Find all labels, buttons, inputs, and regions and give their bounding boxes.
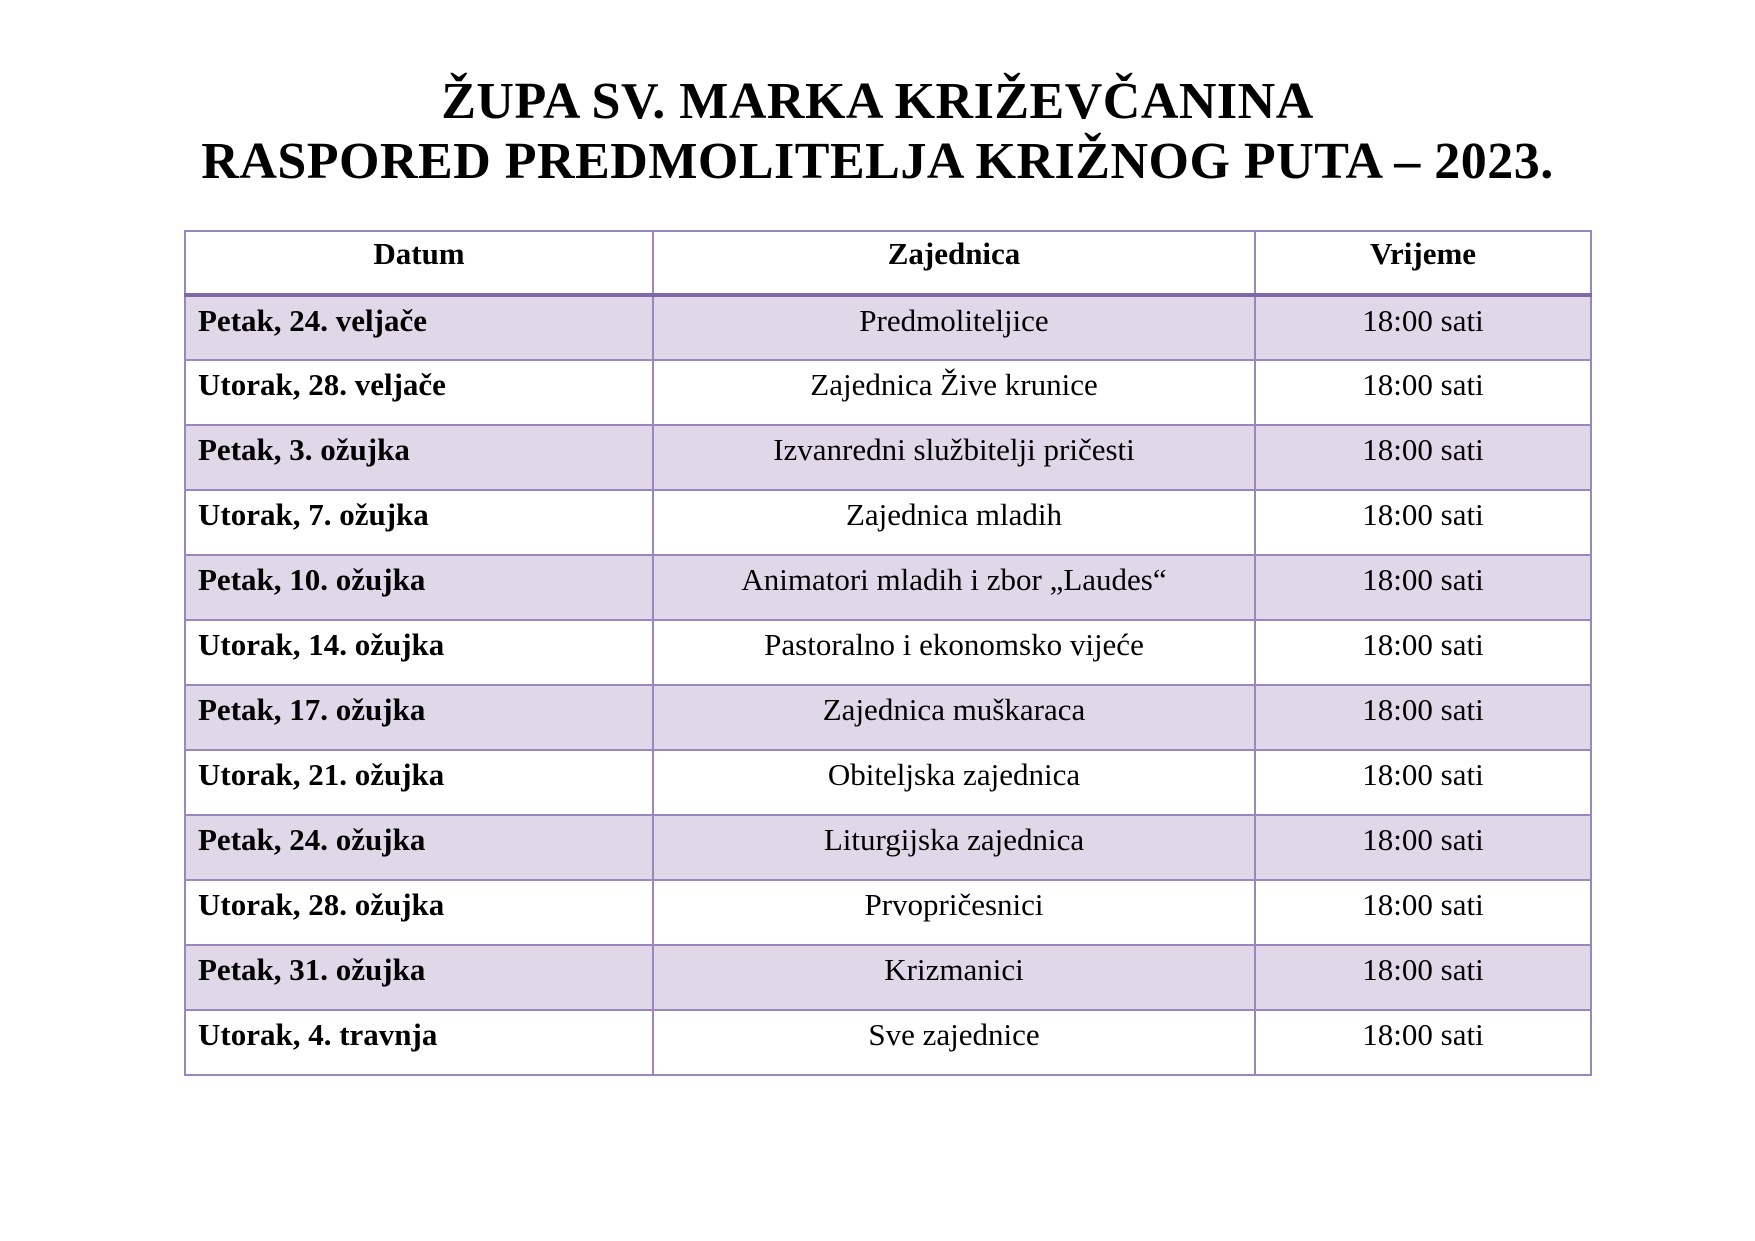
- table-row: [185, 620, 1591, 685]
- date-cell: Utorak, 4. travnja: [185, 1010, 653, 1075]
- time-cell: 18:00 sati: [1255, 1010, 1591, 1075]
- document-title: [0, 72, 1755, 192]
- time-cell: 18:00 sati: [1255, 620, 1591, 685]
- time-cell: 18:00 sati: [1255, 490, 1591, 555]
- parish-name: ŽUPA SV. MARKA KRIŽEVČANINA: [441, 73, 1314, 130]
- community-cell: Zajednica mladih: [653, 490, 1255, 555]
- schedule-title: RASPORED PREDMOLITELJA KRIŽNOG PUTA – 2023.: [201, 133, 1554, 190]
- date-cell: Petak, 31. ožujka: [185, 945, 653, 1010]
- time-cell: 18:00 sati: [1255, 555, 1591, 620]
- date-cell: Utorak, 21. ožujka: [185, 750, 653, 815]
- community-cell: Izvanredni službitelji pričesti: [653, 425, 1255, 490]
- time-cell: 18:00 sati: [1255, 360, 1591, 425]
- date-cell: Petak, 24. ožujka: [185, 815, 653, 880]
- date-cell: Utorak, 28. ožujka: [185, 880, 653, 945]
- table-row: [185, 685, 1591, 750]
- date-cell: Petak, 10. ožujka: [185, 555, 653, 620]
- time-cell: 18:00 sati: [1255, 815, 1591, 880]
- community-cell: Prvopričesnici: [653, 880, 1255, 945]
- community-cell: Zajednica muškaraca: [653, 685, 1255, 750]
- community-cell: Obiteljska zajednica: [653, 750, 1255, 815]
- time-cell: 18:00 sati: [1255, 295, 1591, 360]
- community-cell: Krizmanici: [653, 945, 1255, 1010]
- header-date: Datum: [185, 231, 653, 295]
- date-cell: Petak, 17. ožujka: [185, 685, 653, 750]
- date-cell: Petak, 24. veljače: [185, 295, 653, 360]
- community-cell: Pastoralno i ekonomsko vijeće: [653, 620, 1255, 685]
- table-header-row: [185, 231, 1591, 295]
- table-row: [185, 555, 1591, 620]
- header-community: Zajednica: [653, 231, 1255, 295]
- table-row: [185, 490, 1591, 555]
- header-time: Vrijeme: [1255, 231, 1591, 295]
- time-cell: 18:00 sati: [1255, 880, 1591, 945]
- table-row: [185, 425, 1591, 490]
- table-row: [185, 815, 1591, 880]
- time-cell: 18:00 sati: [1255, 945, 1591, 1010]
- date-cell: Utorak, 28. veljače: [185, 360, 653, 425]
- date-cell: Utorak, 14. ožujka: [185, 620, 653, 685]
- table-row: [185, 945, 1591, 1010]
- time-cell: 18:00 sati: [1255, 750, 1591, 815]
- community-cell: Predmoliteljice: [653, 295, 1255, 360]
- time-cell: 18:00 sati: [1255, 425, 1591, 490]
- time-cell: 18:00 sati: [1255, 685, 1591, 750]
- table-row: [185, 360, 1591, 425]
- community-cell: Sve zajednice: [653, 1010, 1255, 1075]
- community-cell: Liturgijska zajednica: [653, 815, 1255, 880]
- table-row: [185, 1010, 1591, 1075]
- schedule-table: [184, 230, 1592, 1076]
- date-cell: Petak, 3. ožujka: [185, 425, 653, 490]
- table-row: [185, 880, 1591, 945]
- table-row: [185, 750, 1591, 815]
- date-cell: Utorak, 7. ožujka: [185, 490, 653, 555]
- table-row: [185, 295, 1591, 360]
- community-cell: Animatori mladih i zbor „Laudes“: [653, 555, 1255, 620]
- community-cell: Zajednica Žive krunice: [653, 360, 1255, 425]
